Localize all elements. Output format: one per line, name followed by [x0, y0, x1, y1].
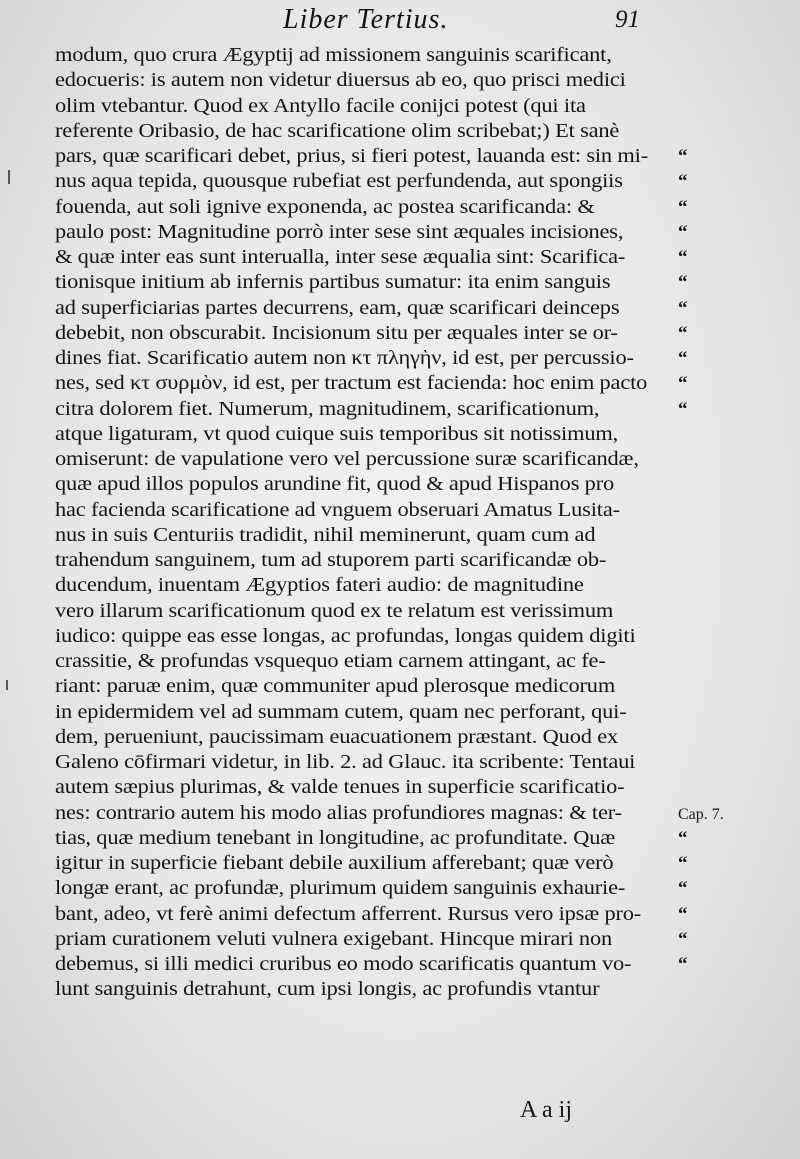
- text-line: edocueris: is autem non videtur diuersus ab eo, quo prisci medici: [55, 69, 626, 92]
- chapter-reference-text: Cap. 7.: [678, 805, 724, 823]
- quotation-mark: [678, 523, 788, 548]
- quotation-mark: [678, 977, 788, 1002]
- text-line: atque ligaturam, vt quod cuique suis temporibus sit notissimum,: [55, 422, 619, 445]
- text-line: pars, quæ scarificari debet, prius, si fieri potest, lauanda est: sin mi-: [55, 145, 649, 167]
- text-line: trahendum sanguinem, tum ad stuporem parti scarificandæ ob-: [55, 549, 607, 571]
- text-line: vero illarum scarificationum quod ex te relatum est verissimum: [55, 599, 614, 622]
- quotation-mark: [678, 674, 788, 699]
- quotation-mark-glyph: “: [678, 322, 688, 344]
- margin-notes: [678, 43, 788, 1003]
- quotation-mark-glyph: “: [678, 221, 688, 243]
- quotation-mark: [678, 321, 788, 346]
- quotation-mark: [678, 775, 788, 800]
- text-line: referente Oribasio, de hac scarificatione olim scribebat;) Et sanè: [55, 119, 620, 142]
- quotation-mark-glyph: “: [678, 171, 688, 193]
- text-line: autem sæpius plurimas, & valde tenues in superficie scarificatio-: [55, 776, 625, 799]
- text-line: igitur in superficie fiebant debile auxilium afferebant; quæ verò: [55, 852, 614, 874]
- quotation-mark-glyph: “: [678, 297, 688, 319]
- text-line: nus aqua tepida, quousque rubefiat est perfundenda, aut spongiis: [55, 170, 623, 193]
- text-line: bant, adeo, vt ferè animi defectum afferrent. Rursus vero ipsæ pro-: [55, 902, 642, 925]
- text-line: longæ erant, ac profundæ, plurimum quidem sanguinis exhaurie-: [55, 877, 626, 900]
- margin-mark: [8, 170, 10, 184]
- quotation-mark-glyph: “: [678, 247, 688, 268]
- quotation-mark: [678, 826, 788, 851]
- text-line: ad superficiarias partes decurrens, eam, quæ scarificari deinceps: [55, 296, 620, 319]
- text-line: nus in suis Centuriis tradidit, nihil meminerunt, quam cum ad: [55, 523, 596, 546]
- quotation-mark: [678, 952, 788, 977]
- text-line: quæ apud illos populos arundine fit, quod & apud Hispanos pro: [55, 473, 615, 496]
- quotation-mark: [678, 927, 788, 952]
- text-line: tionisque initium ab infernis partibus sumatur: ita enim sanguis: [55, 271, 611, 294]
- text-line: omiserunt: de vapulatione vero vel percussione suræ scarificandæ,: [55, 448, 639, 470]
- text-line: & quæ inter eas sunt interualla, inter sese æqualia sint: Scarifica-: [55, 246, 626, 268]
- quotation-mark: [678, 43, 788, 68]
- text-line: iudico: quippe eas esse longas, ac profundas, longas quidem digiti: [55, 624, 636, 647]
- quotation-mark: [678, 270, 788, 295]
- text-line: crassitie, & profundas vsquequo etiam carnem attingant, ac fe-: [55, 650, 606, 672]
- quotation-mark: [678, 169, 788, 194]
- quotation-mark: [678, 876, 788, 901]
- quotation-mark-glyph: “: [678, 348, 688, 369]
- quotation-mark: [678, 700, 788, 725]
- quotation-mark: [678, 624, 788, 649]
- quotation-mark: [678, 371, 788, 396]
- quotation-mark: [678, 750, 788, 775]
- quotation-mark: [678, 144, 788, 169]
- chapter-reference: [678, 801, 788, 826]
- text-line: debebit, non obscurabit. Incisionum situ per æquales inter se or-: [55, 321, 618, 344]
- text-line: citra dolorem fiet. Numerum, magnitudinem, scarificationum,: [55, 397, 600, 420]
- text-line: hac facienda scarificatione ad vnguem obseruari Amatus Lusita-: [55, 498, 620, 521]
- text-line: debemus, si illi medici cruribus eo modo scarificatis quantum vo-: [55, 953, 632, 975]
- text-line: lunt sanguinis detrahunt, cum ipsi longis, ac profundis vtantur: [55, 978, 600, 1001]
- quotation-mark-glyph: “: [678, 398, 688, 420]
- text-line: olim vtebantur. Quod ex Antyllo facile conijci potest (qui ita: [55, 94, 586, 117]
- text-line: priam curationem veluti vulnera exigebant. Hincque mirari non: [55, 927, 613, 950]
- text-line: nes, sed κτ συρμὸν, id est, per tractum est facienda: hoc enim pacto: [55, 372, 648, 395]
- quotation-mark: [678, 245, 788, 270]
- quotation-mark: [678, 346, 788, 371]
- quotation-mark-glyph: “: [678, 272, 688, 294]
- text-line: paulo post: Magnitudine porrò inter sese sint æquales incisiones,: [55, 220, 624, 243]
- text-line: Galeno cōfirmari videtur, in lib. 2. ad Glauc. ita scribente: Tentaui: [55, 751, 636, 773]
- running-title: Liber Tertius.: [283, 4, 449, 35]
- quotation-mark: [678, 472, 788, 497]
- quotation-mark: [678, 195, 788, 220]
- quotation-mark: [678, 447, 788, 472]
- text-line: dines fiat. Scarificatio autem non κτ πληγὴν, id est, per percussio-: [55, 347, 634, 369]
- margin-mark: [6, 680, 8, 690]
- quotation-mark: [678, 902, 788, 927]
- quotation-mark-glyph: “: [678, 878, 688, 900]
- quotation-mark: [678, 422, 788, 447]
- text-line: tias, quæ medium tenebant in longitudine, ac profunditate. Quæ: [55, 826, 616, 849]
- quotation-mark: [678, 573, 788, 598]
- quotation-mark-glyph: “: [678, 853, 688, 874]
- text-line: modum, quo crura Ægyptij ad missionem sanguinis scarificant,: [55, 44, 612, 66]
- quotation-mark: [678, 296, 788, 321]
- quotation-mark: [678, 649, 788, 674]
- quotation-mark: [678, 119, 788, 144]
- quotation-mark-glyph: “: [678, 903, 688, 925]
- quotation-mark-glyph: “: [678, 146, 688, 167]
- quotation-mark: [678, 498, 788, 523]
- text-line: dem, perueniunt, paucissimam euacuationem præstant. Quod ex: [55, 725, 619, 748]
- text-line: in epidermidem vel ad summam cutem, quam nec perforant, qui-: [55, 700, 627, 723]
- text-line: fouenda, aut soli ignive exponenda, ac postea scarificanda: &: [55, 195, 595, 218]
- quotation-mark-glyph: “: [678, 954, 688, 975]
- quotation-mark: [678, 68, 788, 93]
- quotation-mark: [678, 220, 788, 245]
- text-line: nes: contrario autem his modo alias profundiores magnas: & ter-: [55, 801, 622, 824]
- quotation-mark-glyph: “: [678, 827, 688, 849]
- quotation-mark: [678, 725, 788, 750]
- quotation-mark-glyph: “: [678, 928, 688, 950]
- quotation-mark: [678, 548, 788, 573]
- quotation-mark: [678, 851, 788, 876]
- quotation-mark-glyph: “: [678, 373, 688, 395]
- page-number: 91: [615, 6, 640, 33]
- quotation-mark: [678, 94, 788, 119]
- quotation-mark: [678, 397, 788, 422]
- page-header: [0, 4, 800, 40]
- body-text: [55, 43, 680, 1003]
- text-line: ducendum, inuentam Ægyptios fateri audio: de magnitudine: [55, 574, 584, 597]
- text-line: riant: paruæ enim, quæ communiter apud plerosque medicorum: [55, 675, 616, 698]
- signature-mark: A a ij: [520, 1097, 572, 1123]
- quotation-mark: [678, 599, 788, 624]
- quotation-mark-glyph: “: [678, 196, 688, 218]
